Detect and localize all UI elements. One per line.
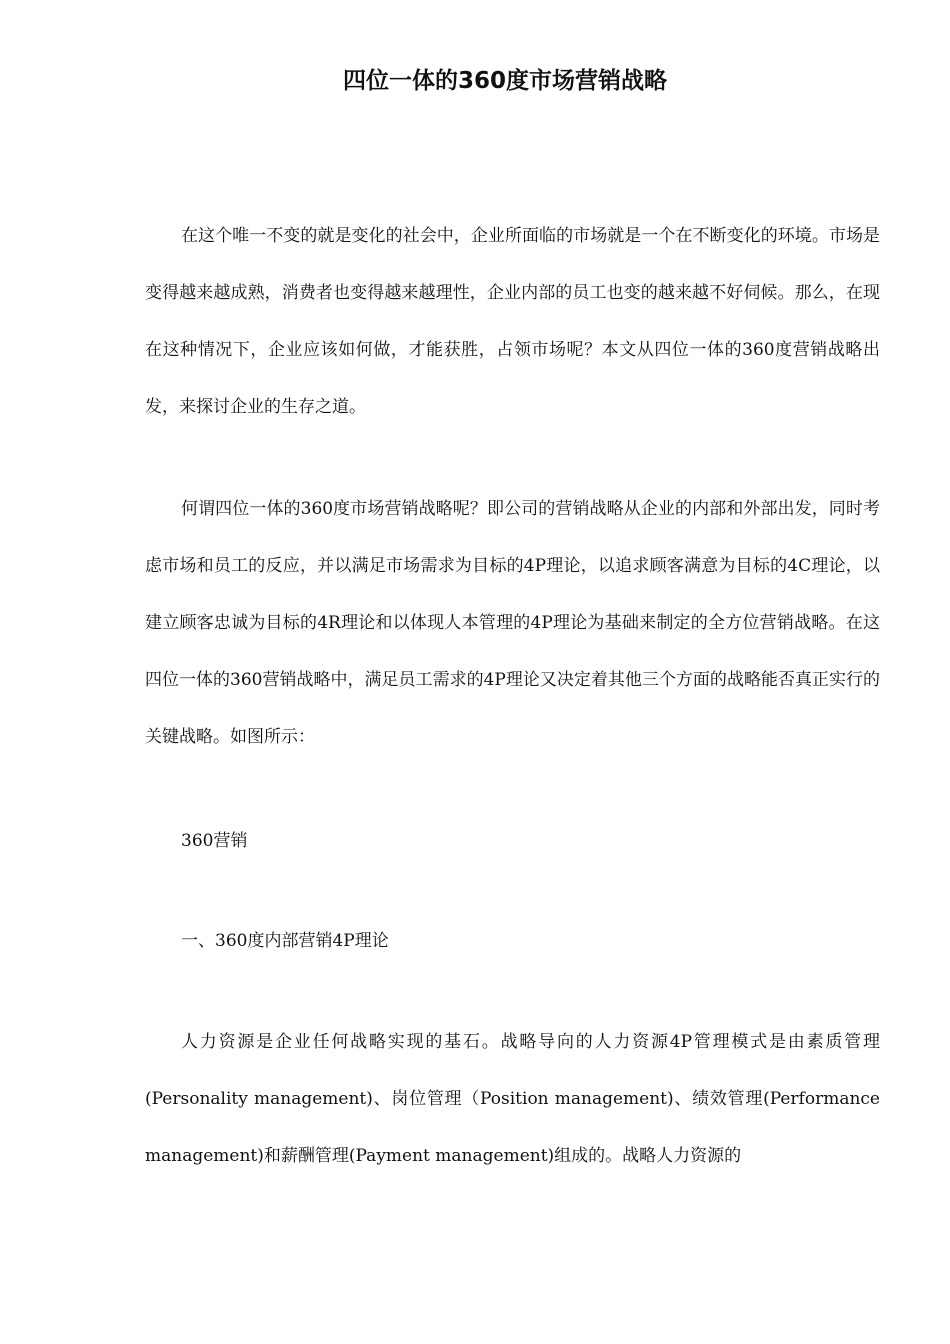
section-heading: 一、360度内部营销4P理论 xyxy=(181,931,389,951)
document-title: 四位一体的360度市场营销战略 xyxy=(342,68,667,94)
paragraph-intro: 在这个唯一不变的就是变化的社会中，企业所面临的市场就是一个在不断变化的环境。市场是变得越来越成熟，消费者也变得越来越理性，企业内部的员工也变的越来越不好伺候。那么，在现在这种情况下，企业应该如何做，才能获胜，占领市场呢？本文从四位一体的360度营销战略出发，来探讨企业的生存之道。 xyxy=(145,226,880,417)
paragraph-hr: 人力资源是企业任何战略实现的基石。战略导向的人力资源4P管理模式是由素质管理(Personality management)、岗位管理（Position management)、绩效管理(Performance management)和薪酬管理(Payment management)组成的。战略人力资源的 xyxy=(145,1032,880,1166)
paragraph-definition: 何谓四位一体的360度市场营销战略呢？即公司的营销战略从企业的内部和外部出发，同时考虑市场和员工的反应，并以满足市场需求为目标的4P理论，以追求顾客满意为目标的4C理论，以建立顾客忠诚为目标的4R理论和以体现人本管理的4P理论为基础来制定的全方位营销战略。在这四位一体的360营销战略中，满足员工需求的4P理论又决定着其他三个方面的战略能否真正实行的关键战略。如图所示： xyxy=(145,499,880,747)
figure-label: 360营销 xyxy=(181,831,248,851)
